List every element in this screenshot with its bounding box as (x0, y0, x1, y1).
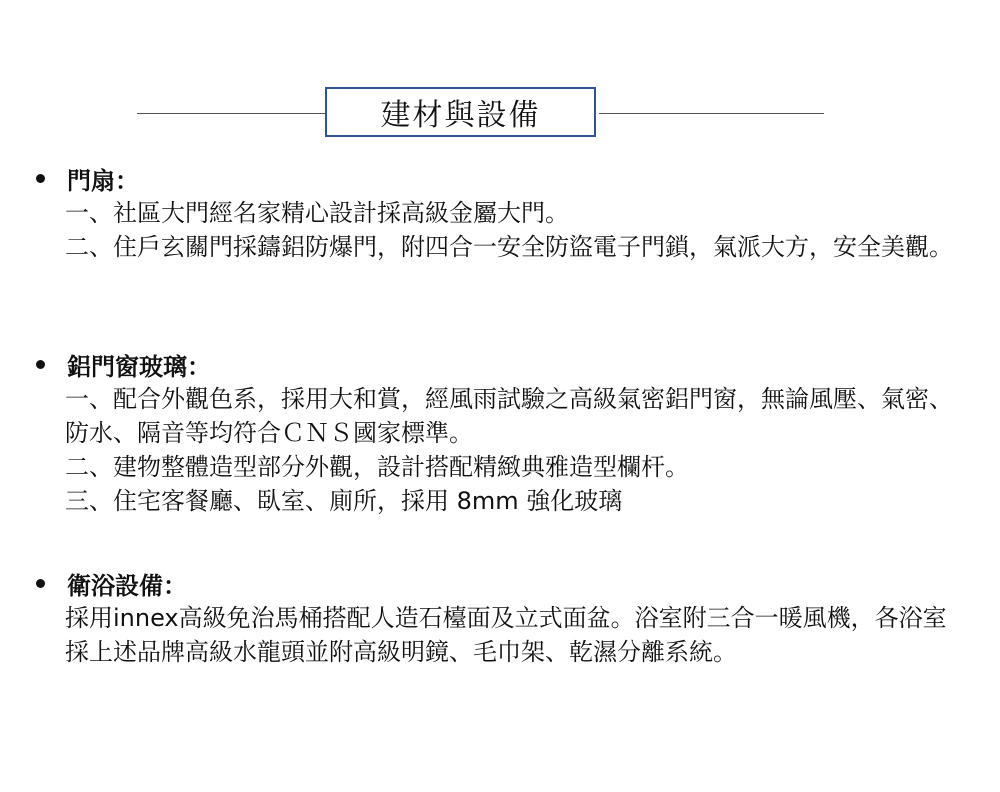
bullet-icon (36, 579, 45, 588)
section-body (65, 601, 965, 669)
paragraph: 二、住戶玄關門採鑄鋁防爆門，附四合一安全防盜電子門鎖，氣派大方，安全美觀。 (65, 233, 953, 261)
paragraph: 二、建物整體造型部分外觀，設計搭配精緻典雅造型欄杆。 (65, 453, 689, 481)
title-rule-right (599, 113, 824, 114)
section-heading (34, 160, 974, 196)
section-bathroom (34, 565, 974, 669)
section-heading (34, 565, 974, 601)
paragraph: 一、配合外觀色系，採用大和賞，經風雨試驗之高級氣密鋁門窗，無論風壓、氣密、防水、隔音等均符合ＣＮＳ國家標準。 (65, 385, 953, 447)
page-title: 建材與設備 (325, 87, 596, 137)
paragraph: 三、住宅客餐廳、臥室、廁所，採用 8mm 強化玻璃 (65, 487, 623, 515)
section-body (65, 382, 965, 518)
section-heading (34, 346, 974, 382)
section-doors (34, 160, 974, 264)
section-heading-text: 門扇： (67, 166, 139, 195)
section-windows (34, 346, 974, 518)
section-heading-text: 衛浴設備： (67, 571, 187, 600)
bullet-icon (36, 174, 45, 183)
paragraph: 採用innex高級免治馬桶搭配人造石檯面及立式面盆。浴室附三合一暖風機，各浴室採上述品牌高級水龍頭並附高級明鏡、毛巾架、乾濕分離系統。 (65, 604, 947, 666)
bullet-icon (36, 360, 45, 369)
section-body (65, 196, 965, 264)
paragraph: 一、社區大門經名家精心設計採高級金屬大門。 (65, 199, 569, 227)
title-rule-left (137, 113, 325, 114)
section-heading-text: 鋁門窗玻璃： (67, 352, 211, 381)
